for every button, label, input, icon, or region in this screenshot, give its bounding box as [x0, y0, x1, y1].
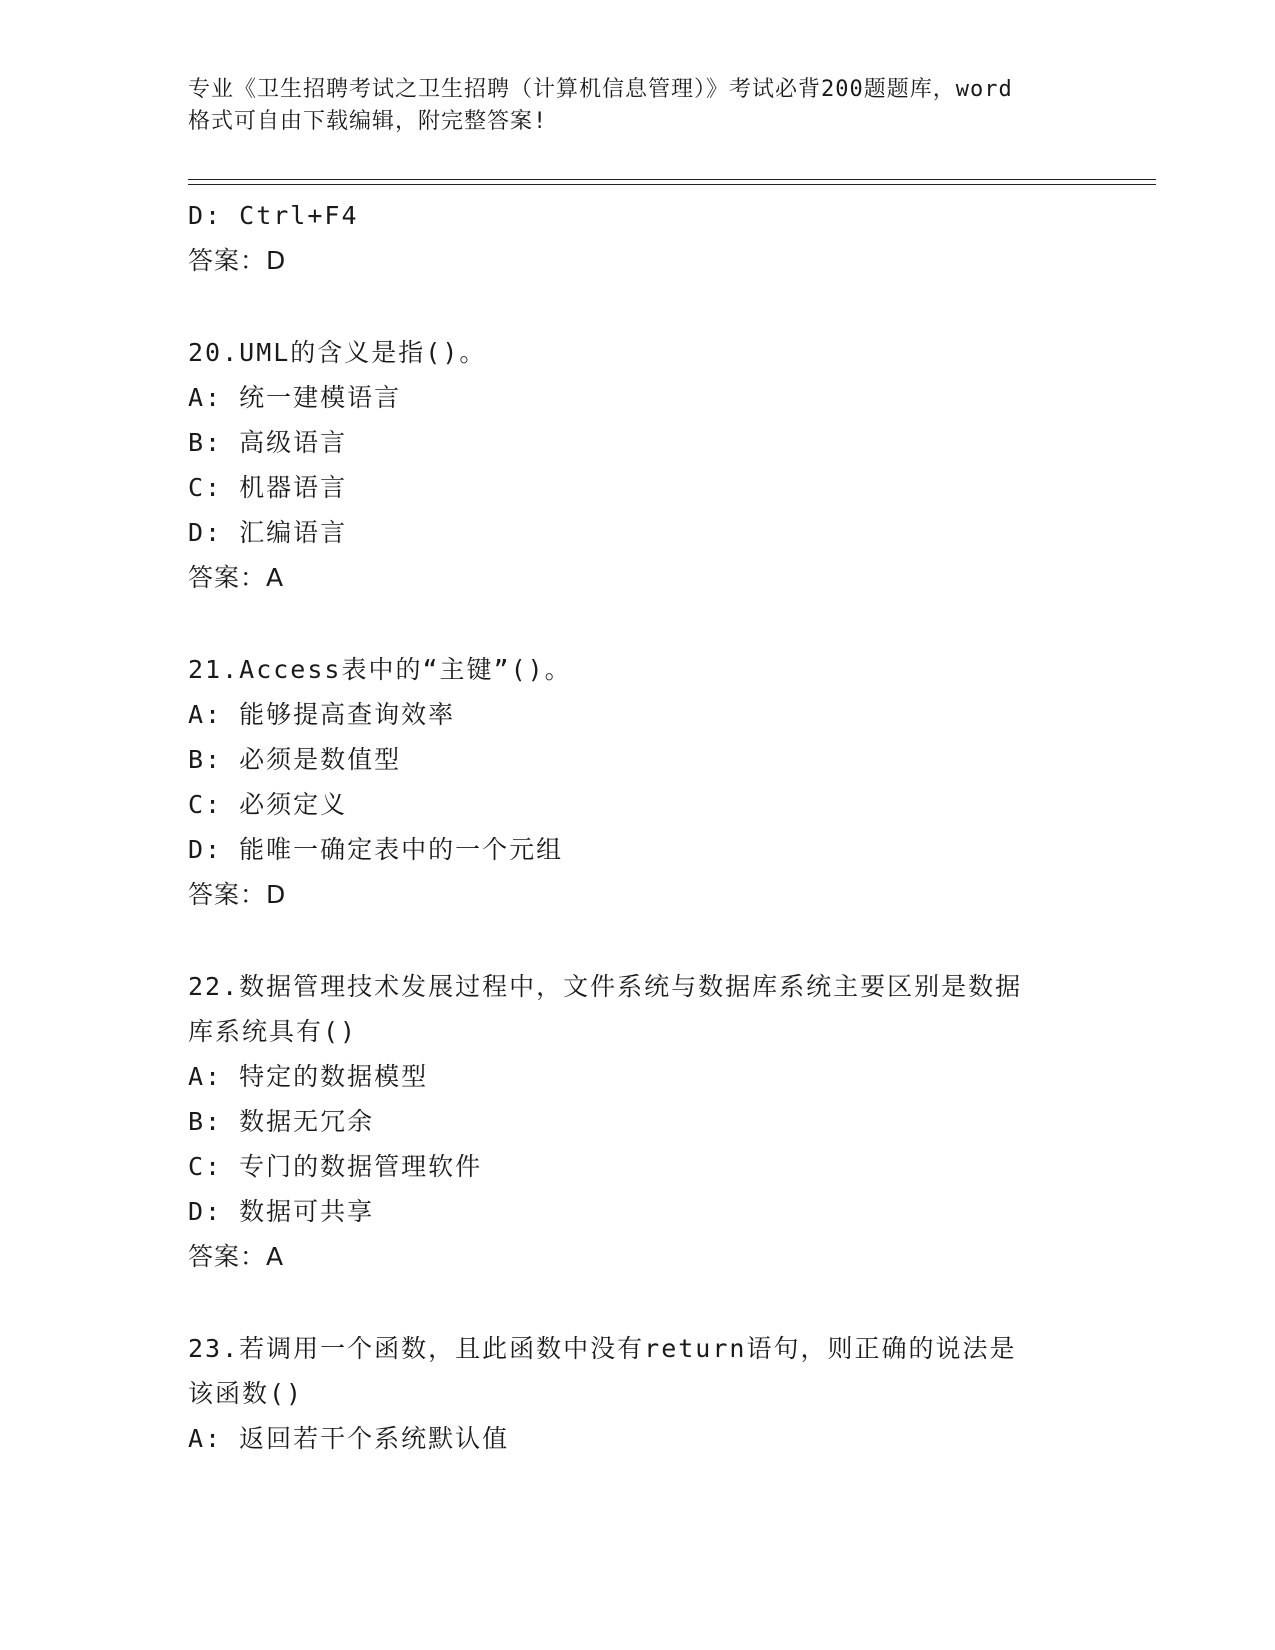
option-c: C: 必须定义: [188, 790, 348, 819]
spacer: [188, 917, 1088, 964]
question-list: [188, 193, 1088, 1461]
option-b: B: 高级语言: [188, 428, 348, 457]
option-c: C: 专门的数据管理软件: [188, 1152, 483, 1181]
header-title-line-1: 专业《卫生招聘考试之卫生招聘（计算机信息管理）》考试必背200题题库，word: [188, 77, 1013, 102]
question-stem: 20.UML的含义是指()。: [188, 338, 487, 367]
question-22: [188, 964, 1088, 1279]
header-divider-top: [188, 179, 1156, 180]
question-21: [188, 647, 1088, 917]
option-a: A: 特定的数据模型: [188, 1062, 429, 1091]
header-title-line-2: 格式可自由下载编辑，附完整答案!: [188, 109, 548, 134]
option-a: A: 返回若干个系统默认值: [188, 1424, 510, 1453]
question-stem-line-1: 23.若调用一个函数，且此函数中没有return语句，则正确的说法是: [188, 1334, 1017, 1363]
option-d: D: 汇编语言: [188, 518, 348, 547]
answer-line: 答案：D: [188, 246, 287, 275]
question-stem-line-1: 22.数据管理技术发展过程中，文件系统与数据库系统主要区别是数据: [188, 972, 1023, 1001]
question-stem-line-2: 该函数(): [188, 1379, 304, 1408]
question-stem: 21.Access表中的“主键”()。: [188, 655, 572, 684]
question-23: [188, 1326, 1088, 1461]
document-header: [188, 74, 1088, 138]
option-d: D: Ctrl+F4: [188, 201, 359, 230]
option-a: A: 能够提高查询效率: [188, 700, 456, 729]
option-b: B: 必须是数值型: [188, 745, 402, 774]
spacer: [188, 1279, 1088, 1326]
header-divider-bottom: [188, 184, 1156, 185]
answer-line: 答案：A: [188, 563, 285, 592]
spacer: [188, 283, 1088, 330]
spacer: [188, 600, 1088, 647]
answer-line: 答案：A: [188, 1242, 285, 1271]
question-stem-line-2: 库系统具有(): [188, 1017, 358, 1046]
option-d: D: 能唯一确定表中的一个元组: [188, 835, 564, 864]
answer-line: 答案：D: [188, 880, 287, 909]
option-a: A: 统一建模语言: [188, 383, 402, 412]
option-c: C: 机器语言: [188, 473, 348, 502]
option-d: D: 数据可共享: [188, 1197, 375, 1226]
option-b: B: 数据无冗余: [188, 1107, 375, 1136]
question-20: [188, 330, 1088, 600]
question-19-tail: [188, 193, 1088, 283]
